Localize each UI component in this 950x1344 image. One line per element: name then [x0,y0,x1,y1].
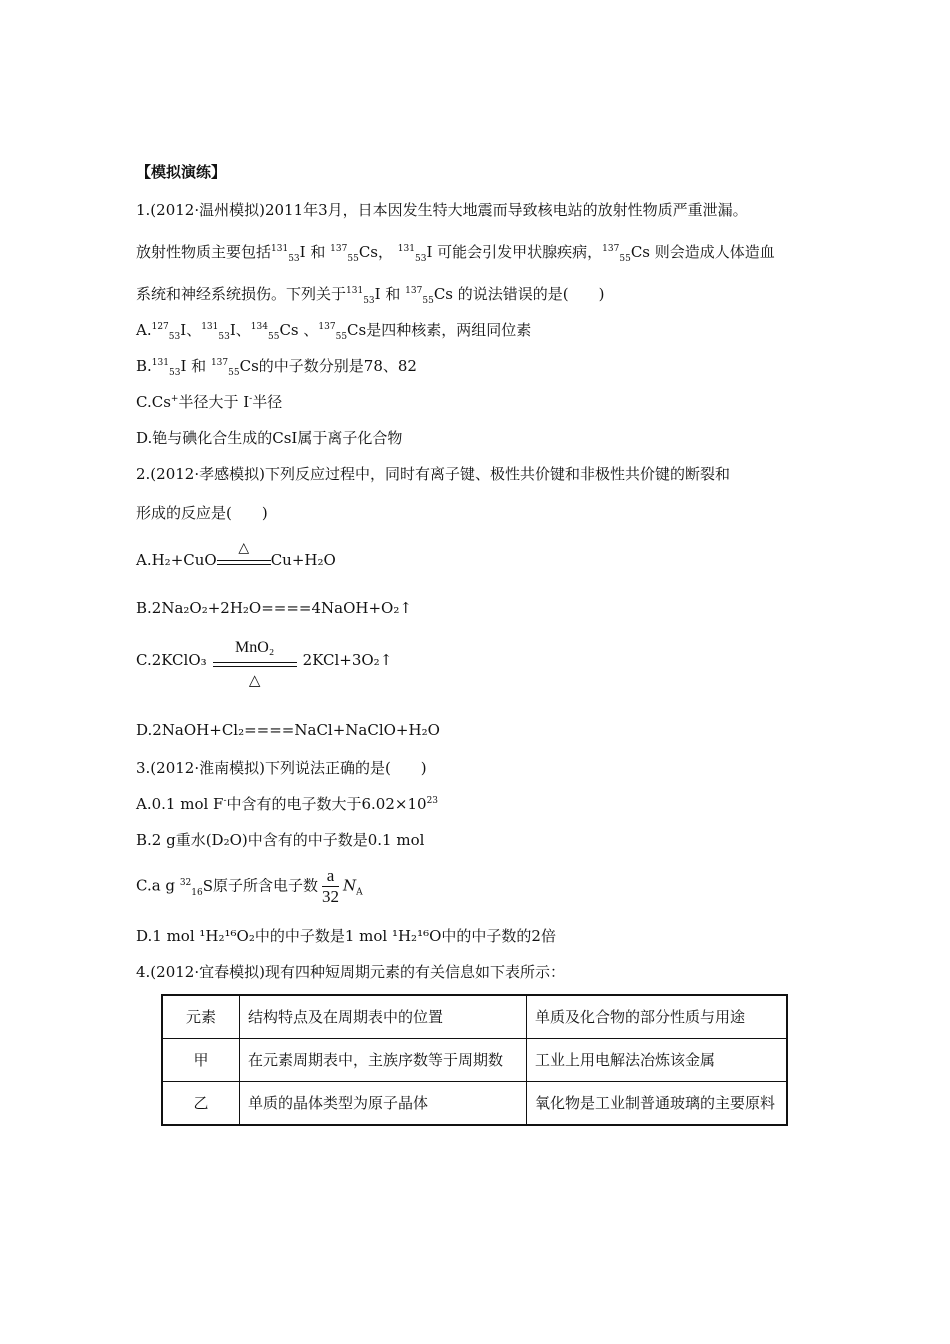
table-cell: 在元素周期表中，主族序数等于周期数 [240,1039,527,1082]
q3-option-c: C.a g $^{32}_{16}$S原子所含电子数 $\frac{a}{32}$ $N_A$ [136,866,363,906]
q3-option-d: D.1 mol ¹H₂¹⁶O₂中的中子数是1 mol ¹H₂¹⁶O中的中子数的2倍 [136,927,556,945]
q2-option-d: D.2NaOH+Cl₂====NaCl+NaClO+H₂O [136,721,440,739]
q1-option-b: B.$^{131}_{53}$I 和 $^{137}_{55}$Cs的中子数分别是78、82 [136,357,417,378]
reaction-arrow-catalyst: MnO₂ △ [213,650,297,670]
q1-option-d: D.铯与碘化合生成的CsI属于离子化合物 [136,429,403,447]
q2-option-a: A.H₂+CuO △ Cu+H₂O [136,540,336,569]
q1-option-c: C.Cs+半径大于 I-半径 [136,393,283,411]
table-cell: 乙 [162,1082,240,1126]
q2-option-b: B.2Na₂O₂+2H₂O====4NaOH+O₂↑ [136,599,412,617]
fraction: $\frac{a}{32}$ [322,866,340,906]
reaction-arrow: △ [217,550,271,570]
q2-line2: 形成的反应是( ) [136,504,268,522]
q2-line1: 2.(2012·孝感模拟)下列反应过程中，同时有离子键、极性共价键和非极性共价键的断裂和 [136,465,730,483]
q3-option-a: A.0.1 mol F-中含有的电子数大于$6.02\times 10^{23}$ [136,795,439,813]
table-header-cell: 单质及化合物的部分性质与用途 [527,995,788,1039]
table-row [162,1039,787,1082]
q4-line1: 4.(2012·宜春模拟)现有四种短周期元素的有关信息如下表所示： [136,963,565,981]
table-cell: 单质的晶体类型为原子晶体 [240,1082,527,1126]
q1-line2: 放射性物质主要包括$^{131}_{53}$I 和 $^{137}_{55}$Cs， $^{131}_{53}$I 可能会引发甲状腺疾病，$^{137}_{55}$Cs 则会造成人体造血 [136,243,775,264]
table-row [162,1082,787,1126]
section-title: 【模拟演练】 [136,163,227,181]
q1-option-a: A.$^{127}_{53}$I、$^{131}_{53}$I、$^{134}_{55}$Cs 、$^{137}_{55}$Cs是四种核素，两组同位素 [136,321,532,342]
table-cell: 氧化物是工业制普通玻璃的主要原料 [527,1082,788,1126]
q2-option-c: C.2KClO₃ MnO₂ △ 2KCl+3O₂↑ [136,639,393,689]
table-cell: 甲 [162,1039,240,1082]
q1-line3: 系统和神经系统损伤。下列关于$^{131}_{53}$I 和 $^{137}_{55}$Cs 的说法错误的是( ) [136,285,605,306]
q3-line1: 3.(2012·淮南模拟)下列说法正确的是( ) [136,759,427,777]
element-info-table [161,994,788,1126]
q3-option-b: B.2 g重水(D₂O)中含有的中子数是0.1 mol [136,831,425,849]
table-header-cell: 元素 [162,995,240,1039]
q1-line1: 1.(2012·温州模拟)2011年3月，日本因发生特大地震而导致核电站的放射性物质严重泄漏。 [136,201,748,219]
table-header-row [162,995,787,1039]
table-header-cell: 结构特点及在周期表中的位置 [240,995,527,1039]
table-cell: 工业上用电解法冶炼该金属 [527,1039,788,1082]
